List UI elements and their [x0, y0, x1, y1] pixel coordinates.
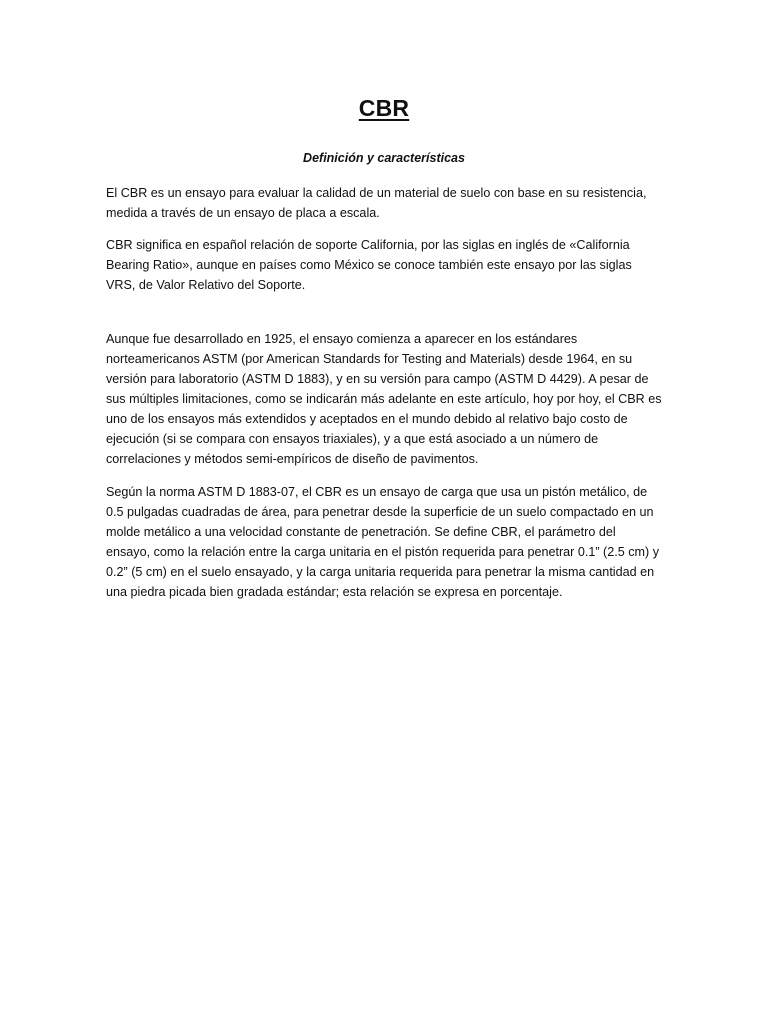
paragraph-definition: El CBR es un ensayo para evaluar la calidad de un material de suelo con base en su resistencia, medida a través de un ensayo de placa a escala.: [106, 186, 647, 220]
page-title: CBR: [358, 95, 410, 121]
paragraph-history: Aunque fue desarrollado en 1925, el ensayo comienza a aparecer en los estándares norteamericanos ASTM (por American Standards for Testing and Materials) desde 1964, en su versión para laboratorio (ASTM D 1883), y en su versión para campo (ASTM D 4429). A pesar de sus múltiples limitaciones, como se indicarán más adelante en este artículo, hoy por hoy, el CBR es uno de los ensayos más extendidos y aceptados en el mundo debido al relativo bajo costo de ejecución (si se compara con ensayos triaxiales), y a que está asociado a un número de correlaciones y métodos semi-empíricos de diseño de pavimentos.: [106, 332, 662, 466]
paragraph-meaning: CBR significa en español relación de soporte California, por las siglas en inglés de «California Bearing Ratio», aunque en países como México se conoce también este ensayo por las siglas VRS, de Valor Relativo del Soporte.: [106, 238, 632, 292]
paragraph-standard: Según la norma ASTM D 1883-07, el CBR es un ensayo de carga que usa un pistón metálico, de 0.5 pulgadas cuadradas de área, para penetrar desde la superficie de un suelo compactado en un molde metálico a una velocidad constante de penetración. Se define CBR, el parámetro del ensayo, como la relación entre la carga unitaria en el pistón requerida para penetrar 0.1” (2.5 cm) y 0.2” (5 cm) en el suelo ensayado, y la carga unitaria requerida para penetrar la misma cantidad en una piedra picada bien gradada estándar; esta relación se expresa en porcentaje.: [106, 485, 660, 599]
section-subtitle: Definición y características: [303, 151, 465, 165]
